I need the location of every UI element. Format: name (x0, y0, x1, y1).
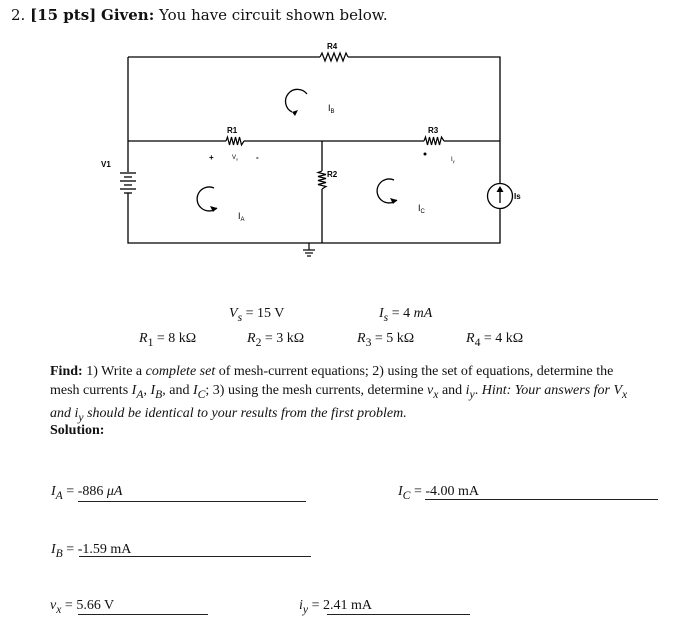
r1-resistor (226, 137, 244, 145)
answer-ia-line (78, 501, 306, 502)
answer-ib: $I_B = -1.59$ mA (51, 542, 132, 560)
answer-iy-line (327, 614, 470, 615)
answer-ic: $I_C = -4.00$ mA (398, 484, 480, 502)
given-is: $I_s = 4$ mA (379, 306, 433, 324)
answer-ic-line (425, 499, 658, 500)
given-label: Given: (101, 6, 155, 24)
problem-number: 2. (11, 6, 26, 24)
r4-label: R4 (327, 42, 338, 51)
given-r2: $R_2 = 3$ kΩ (247, 331, 305, 349)
v1-label: V1 (101, 160, 111, 169)
v1-battery (120, 173, 136, 193)
r3-label: R3 (428, 126, 439, 135)
answer-ib-line (79, 556, 311, 557)
ic-label: $I_C$ (418, 203, 425, 215)
answer-vx-line (78, 614, 208, 615)
answer-iy: $i_y = 2.41$ mA (299, 598, 372, 616)
is-current-source (488, 184, 513, 209)
vx-plus-sign: + (209, 153, 214, 162)
find-paragraph: Find: 1) Write a complete set of mesh-current equations; 2) using the set of equations, determine the mesh currents $I_A$, $I_B$, and $I_C$; 3) using the mesh currents, determine $v_x$ and $i_y$. Hint: Your answers for $V_x$ and $i_y$ should be identical to your results from the first problem. (50, 364, 628, 424)
is-label: Is (514, 192, 521, 201)
wire-top-right (348, 57, 500, 183)
problem-points: [15 pts] (30, 6, 97, 24)
answer-vx: $v_x = 5.66$ V (50, 598, 115, 616)
given-r4: $R_4 = 4$ kΩ (466, 331, 524, 349)
r2-resistor (318, 171, 326, 189)
r4-resistor (320, 53, 348, 61)
r1-label: R1 (227, 126, 238, 135)
vx-label: $V_x$ (232, 155, 239, 162)
mesh-ib-arrowhead-icon (292, 110, 298, 116)
ground-icon (303, 243, 315, 256)
r3-resistor (424, 137, 444, 145)
given-r1: $R_1 = 8$ kΩ (139, 331, 197, 349)
r3-polarity-dot (424, 153, 427, 156)
mesh-ib-arrow-icon (286, 89, 307, 112)
solution-label: Solution: (50, 423, 105, 438)
given-r3: $R_3 = 5$ kΩ (357, 331, 415, 349)
r2-label: R2 (327, 170, 338, 179)
answer-ia: $I_A = -886$ μA (51, 484, 123, 502)
iy-label: $I_y$ (451, 157, 455, 164)
ia-label: $I_A$ (238, 211, 245, 223)
ib-label: $I_B$ (328, 103, 335, 115)
given-text: You have circuit shown below. (159, 6, 388, 24)
circuit-diagram (0, 0, 681, 300)
wire-bottom (128, 193, 500, 243)
given-vs: $V_s = 15$ V (229, 306, 285, 324)
vx-minus-sign: - (256, 153, 259, 162)
